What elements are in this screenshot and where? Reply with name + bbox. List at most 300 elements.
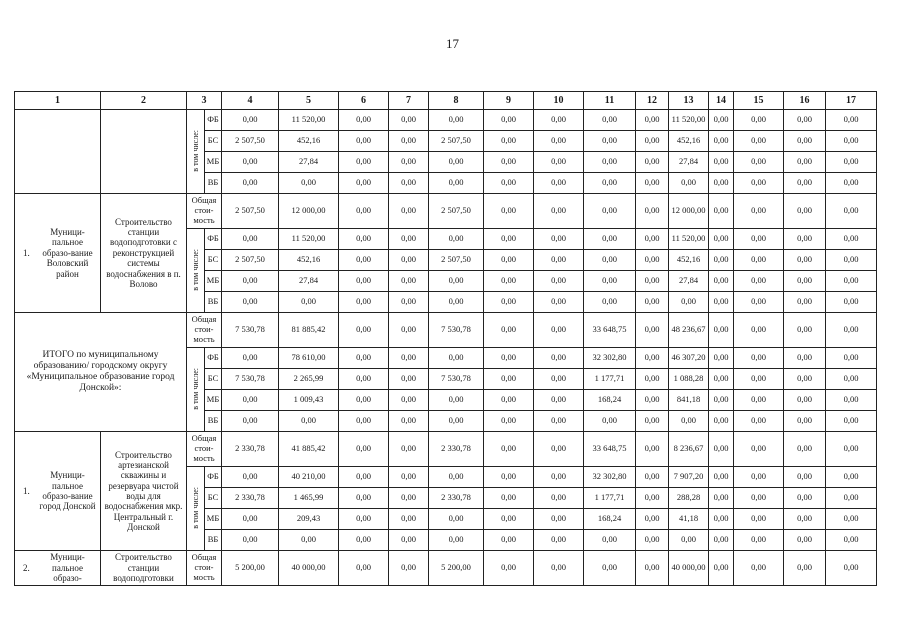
value-cell: 0,00	[429, 348, 484, 369]
value-cell: 0,00	[534, 131, 584, 152]
value-cell: 0,00	[826, 488, 877, 509]
value-cell: 0,00	[826, 411, 877, 432]
section-number: 1.	[23, 247, 30, 258]
value-cell: 0,00	[222, 229, 279, 250]
value-cell: 0,00	[279, 530, 339, 551]
value-cell: 0,00	[734, 390, 784, 411]
value-cell: 0,00	[784, 313, 826, 348]
value-cell: 7 530,78	[222, 313, 279, 348]
value-cell: 0,00	[584, 131, 636, 152]
value-cell: 0,00	[222, 509, 279, 530]
value-cell: 0,00	[826, 292, 877, 313]
value-cell: 46 307,20	[669, 348, 709, 369]
value-cell: 0,00	[784, 194, 826, 229]
value-cell: 0,00	[784, 292, 826, 313]
value-cell: 0,00	[484, 194, 534, 229]
value-cell: 0,00	[636, 229, 669, 250]
value-cell: 0,00	[709, 488, 734, 509]
value-cell: 0,00	[669, 173, 709, 194]
value-cell: 452,16	[669, 250, 709, 271]
value-cell: 0,00	[534, 250, 584, 271]
value-cell: 0,00	[669, 530, 709, 551]
value-cell: 11 520,00	[279, 229, 339, 250]
value-cell: 0,00	[279, 292, 339, 313]
value-cell: 0,00	[279, 411, 339, 432]
value-cell: 0,00	[826, 551, 877, 586]
value-cell: 0,00	[826, 194, 877, 229]
value-cell: 0,00	[339, 173, 389, 194]
value-cell: 168,24	[584, 390, 636, 411]
value-cell: 0,00	[534, 411, 584, 432]
column-header: 3	[187, 92, 222, 110]
value-cell: 0,00	[339, 313, 389, 348]
value-cell: 0,00	[709, 369, 734, 390]
funding-source-label: БС	[205, 250, 222, 271]
value-cell: 452,16	[279, 250, 339, 271]
value-cell: 0,00	[734, 348, 784, 369]
value-cell: 0,00	[389, 131, 429, 152]
value-cell: 7 907,20	[669, 467, 709, 488]
value-cell: 0,00	[429, 271, 484, 292]
value-cell: 33 648,75	[584, 432, 636, 467]
value-cell: 0,00	[784, 530, 826, 551]
value-cell: 0,00	[734, 131, 784, 152]
value-cell: 0,00	[734, 509, 784, 530]
value-cell: 0,00	[584, 530, 636, 551]
funding-source-label: МБ	[205, 509, 222, 530]
municipality-name: Муници-пальное образо-вание Воловский район	[42, 227, 93, 279]
total-cost-label: Общая стои-мость	[187, 313, 222, 348]
value-cell: 2 330,78	[429, 488, 484, 509]
value-cell: 0,00	[709, 250, 734, 271]
value-cell: 0,00	[636, 194, 669, 229]
value-cell: 0,00	[534, 530, 584, 551]
value-cell: 0,00	[389, 488, 429, 509]
value-cell: 0,00	[636, 551, 669, 586]
mo-cell	[15, 194, 101, 313]
value-cell: 27,84	[279, 152, 339, 173]
value-cell: 2 507,50	[429, 131, 484, 152]
value-cell: 7 530,78	[222, 369, 279, 390]
funding-source-label: ФБ	[205, 110, 222, 131]
value-cell: 0,00	[389, 229, 429, 250]
value-cell: 0,00	[636, 467, 669, 488]
value-cell: 2 507,50	[429, 194, 484, 229]
value-cell: 0,00	[339, 530, 389, 551]
value-cell: 11 520,00	[669, 229, 709, 250]
value-cell: 2 330,78	[222, 432, 279, 467]
value-cell: 0,00	[636, 369, 669, 390]
value-cell: 2 330,78	[429, 432, 484, 467]
value-cell: 0,00	[709, 152, 734, 173]
column-header: 17	[826, 92, 877, 110]
column-header: 7	[389, 92, 429, 110]
column-header: 9	[484, 92, 534, 110]
value-cell: 0,00	[534, 173, 584, 194]
value-cell: 0,00	[826, 467, 877, 488]
value-cell: 0,00	[484, 250, 534, 271]
value-cell: 1 177,71	[584, 488, 636, 509]
column-header: 11	[584, 92, 636, 110]
value-cell: 0,00	[389, 173, 429, 194]
value-cell: 0,00	[339, 292, 389, 313]
value-cell: 1 465,99	[279, 488, 339, 509]
value-cell: 452,16	[279, 131, 339, 152]
value-cell: 0,00	[484, 551, 534, 586]
value-cell: 0,00	[389, 152, 429, 173]
value-cell: 0,00	[709, 467, 734, 488]
value-cell: 0,00	[734, 229, 784, 250]
value-cell: 0,00	[534, 488, 584, 509]
value-cell: 0,00	[339, 369, 389, 390]
value-cell: 7 530,78	[429, 313, 484, 348]
value-cell: 0,00	[784, 369, 826, 390]
value-cell: 0,00	[389, 467, 429, 488]
funding-source-label: БС	[205, 488, 222, 509]
total-cost-label: Общая стои-мость	[187, 432, 222, 467]
value-cell: 0,00	[784, 110, 826, 131]
value-cell: 1 177,71	[584, 369, 636, 390]
value-cell: 0,00	[636, 173, 669, 194]
value-cell: 0,00	[709, 530, 734, 551]
value-cell: 0,00	[339, 348, 389, 369]
value-cell: 0,00	[429, 152, 484, 173]
value-cell: 0,00	[826, 229, 877, 250]
value-cell: 0,00	[389, 292, 429, 313]
value-cell: 0,00	[534, 313, 584, 348]
column-header: 10	[534, 92, 584, 110]
vertical-label: в том числе:	[190, 129, 200, 172]
value-cell: 0,00	[734, 271, 784, 292]
value-cell: 0,00	[534, 152, 584, 173]
value-cell: 0,00	[389, 530, 429, 551]
value-cell: 0,00	[826, 271, 877, 292]
funding-source-label: ВБ	[205, 292, 222, 313]
value-cell: 0,00	[484, 509, 534, 530]
value-cell: 0,00	[389, 110, 429, 131]
value-cell: 0,00	[784, 131, 826, 152]
value-cell: 0,00	[636, 110, 669, 131]
value-cell: 0,00	[339, 131, 389, 152]
value-cell: 0,00	[429, 411, 484, 432]
value-cell: 0,00	[389, 432, 429, 467]
table-row	[15, 194, 877, 229]
value-cell: 27,84	[279, 271, 339, 292]
value-cell: 0,00	[826, 250, 877, 271]
value-cell: 0,00	[584, 194, 636, 229]
value-cell: 0,00	[734, 194, 784, 229]
value-cell: 0,00	[636, 530, 669, 551]
value-cell: 0,00	[584, 551, 636, 586]
value-cell: 0,00	[669, 411, 709, 432]
value-cell: 0,00	[784, 348, 826, 369]
total-cost-label: Общая стои-мость	[187, 194, 222, 229]
municipality-name: Муници-пальное образо-вание город Донской	[39, 470, 96, 512]
value-cell: 7 530,78	[429, 369, 484, 390]
value-cell: 0,00	[429, 509, 484, 530]
funding-source-label: ФБ	[205, 229, 222, 250]
value-cell: 0,00	[826, 152, 877, 173]
funding-source-label: ВБ	[205, 411, 222, 432]
value-cell: 0,00	[734, 250, 784, 271]
value-cell: 0,00	[636, 488, 669, 509]
value-cell: 0,00	[339, 110, 389, 131]
value-cell: 0,00	[709, 110, 734, 131]
value-cell: 2 507,50	[222, 194, 279, 229]
value-cell: 0,00	[636, 250, 669, 271]
value-cell: 0,00	[784, 152, 826, 173]
value-cell: 0,00	[484, 369, 534, 390]
value-cell: 0,00	[669, 292, 709, 313]
value-cell: 841,18	[669, 390, 709, 411]
value-cell: 0,00	[222, 110, 279, 131]
page-number: 17	[446, 36, 459, 51]
value-cell: 0,00	[534, 432, 584, 467]
value-cell: 0,00	[709, 131, 734, 152]
project-name: Строительство артезианской скважины и резервуара чистой воды для водоснабжения мкр. Центральный г. Донской	[101, 432, 187, 551]
value-cell: 0,00	[826, 530, 877, 551]
value-cell: 2 507,50	[429, 250, 484, 271]
value-cell: 0,00	[636, 131, 669, 152]
value-cell: 40 000,00	[669, 551, 709, 586]
header-row	[15, 92, 877, 110]
value-cell: 0,00	[784, 467, 826, 488]
value-cell: 0,00	[534, 194, 584, 229]
municipality-name: Муници-пальное образо-	[50, 552, 85, 584]
column-header: 6	[339, 92, 389, 110]
value-cell: 0,00	[636, 271, 669, 292]
funding-source-label: БС	[205, 369, 222, 390]
column-header: 16	[784, 92, 826, 110]
value-cell: 0,00	[709, 390, 734, 411]
value-cell: 0,00	[429, 530, 484, 551]
table-row	[15, 313, 877, 348]
value-cell: 0,00	[734, 110, 784, 131]
value-cell: 0,00	[484, 411, 534, 432]
value-cell: 0,00	[389, 390, 429, 411]
value-cell: 0,00	[429, 110, 484, 131]
value-cell: 0,00	[636, 348, 669, 369]
in-total-label	[187, 110, 205, 194]
value-cell: 48 236,67	[669, 313, 709, 348]
mo-cell	[15, 432, 101, 551]
value-cell: 0,00	[222, 467, 279, 488]
funding-source-label: МБ	[205, 390, 222, 411]
value-cell: 0,00	[222, 173, 279, 194]
value-cell: 0,00	[339, 390, 389, 411]
value-cell: 0,00	[734, 530, 784, 551]
value-cell: 0,00	[339, 411, 389, 432]
value-cell: 0,00	[339, 509, 389, 530]
value-cell: 0,00	[826, 509, 877, 530]
value-cell: 0,00	[584, 250, 636, 271]
value-cell: 0,00	[429, 390, 484, 411]
project-name: Строительство станции водоподготовки с реконструкцией системы водоснабжения в п. Волово	[101, 194, 187, 313]
value-cell: 27,84	[669, 152, 709, 173]
value-cell: 0,00	[784, 488, 826, 509]
value-cell: 0,00	[339, 250, 389, 271]
value-cell: 0,00	[484, 467, 534, 488]
value-cell: 0,00	[709, 173, 734, 194]
value-cell: 2 507,50	[222, 250, 279, 271]
value-cell: 0,00	[826, 110, 877, 131]
value-cell: 168,24	[584, 509, 636, 530]
value-cell: 0,00	[484, 131, 534, 152]
value-cell: 0,00	[484, 271, 534, 292]
value-cell: 32 302,80	[584, 467, 636, 488]
value-cell: 0,00	[534, 229, 584, 250]
value-cell: 5 200,00	[429, 551, 484, 586]
value-cell: 0,00	[709, 432, 734, 467]
value-cell: 0,00	[339, 488, 389, 509]
value-cell: 0,00	[584, 229, 636, 250]
value-cell: 0,00	[534, 292, 584, 313]
column-header: 2	[101, 92, 187, 110]
funding-source-label: МБ	[205, 271, 222, 292]
value-cell: 0,00	[584, 411, 636, 432]
funding-source-label: ФБ	[205, 467, 222, 488]
value-cell: 0,00	[389, 369, 429, 390]
continued-mo-cell	[15, 110, 101, 194]
value-cell: 0,00	[784, 229, 826, 250]
value-cell: 0,00	[826, 432, 877, 467]
value-cell: 0,00	[826, 390, 877, 411]
value-cell: 0,00	[584, 110, 636, 131]
value-cell: 0,00	[484, 530, 534, 551]
value-cell: 1 088,28	[669, 369, 709, 390]
table-row	[15, 432, 877, 467]
value-cell: 12 000,00	[669, 194, 709, 229]
value-cell: 0,00	[826, 173, 877, 194]
value-cell: 0,00	[429, 229, 484, 250]
vertical-label: в том числе:	[190, 486, 200, 529]
value-cell: 0,00	[826, 313, 877, 348]
value-cell: 0,00	[222, 390, 279, 411]
value-cell: 0,00	[534, 271, 584, 292]
itogo-label: ИТОГО по муниципальному образованию/ городскому округу «Муниципальное образование город Донской»:	[15, 313, 187, 432]
value-cell: 0,00	[734, 152, 784, 173]
value-cell: 0,00	[636, 390, 669, 411]
value-cell: 0,00	[339, 551, 389, 586]
value-cell: 0,00	[279, 173, 339, 194]
value-cell: 0,00	[339, 432, 389, 467]
value-cell: 0,00	[709, 194, 734, 229]
value-cell: 0,00	[484, 488, 534, 509]
value-cell: 0,00	[734, 432, 784, 467]
value-cell: 0,00	[734, 313, 784, 348]
value-cell: 0,00	[339, 152, 389, 173]
table-row	[15, 110, 877, 131]
value-cell: 0,00	[389, 250, 429, 271]
value-cell: 209,43	[279, 509, 339, 530]
value-cell: 0,00	[222, 292, 279, 313]
value-cell: 0,00	[636, 432, 669, 467]
value-cell: 0,00	[339, 194, 389, 229]
value-cell: 0,00	[784, 390, 826, 411]
value-cell: 0,00	[734, 551, 784, 586]
column-header: 14	[709, 92, 734, 110]
value-cell: 81 885,42	[279, 313, 339, 348]
value-cell: 0,00	[339, 271, 389, 292]
value-cell: 2 330,78	[222, 488, 279, 509]
value-cell: 0,00	[826, 131, 877, 152]
value-cell: 0,00	[636, 152, 669, 173]
column-header: 15	[734, 92, 784, 110]
total-cost-label: Общая стои-мость	[187, 551, 222, 586]
value-cell: 0,00	[709, 509, 734, 530]
value-cell: 0,00	[484, 110, 534, 131]
table-row	[15, 551, 877, 586]
funding-source-label: ВБ	[205, 173, 222, 194]
value-cell: 0,00	[636, 411, 669, 432]
value-cell: 0,00	[484, 313, 534, 348]
value-cell: 0,00	[709, 271, 734, 292]
value-cell: 0,00	[222, 411, 279, 432]
value-cell: 0,00	[636, 313, 669, 348]
value-cell: 0,00	[784, 250, 826, 271]
column-header: 4	[222, 92, 279, 110]
column-header: 8	[429, 92, 484, 110]
value-cell: 40 000,00	[279, 551, 339, 586]
value-cell: 0,00	[784, 509, 826, 530]
column-header: 5	[279, 92, 339, 110]
value-cell: 0,00	[389, 194, 429, 229]
value-cell: 0,00	[636, 509, 669, 530]
value-cell: 0,00	[429, 467, 484, 488]
value-cell: 0,00	[709, 348, 734, 369]
value-cell: 0,00	[636, 292, 669, 313]
value-cell: 2 507,50	[222, 131, 279, 152]
value-cell: 41,18	[669, 509, 709, 530]
project-name: Строительство станции водоподготовки	[101, 551, 187, 586]
value-cell: 0,00	[389, 348, 429, 369]
value-cell: 0,00	[734, 467, 784, 488]
value-cell: 0,00	[709, 292, 734, 313]
value-cell: 0,00	[429, 173, 484, 194]
value-cell: 0,00	[826, 348, 877, 369]
value-cell: 0,00	[584, 292, 636, 313]
value-cell: 0,00	[784, 432, 826, 467]
value-cell: 0,00	[389, 411, 429, 432]
value-cell: 8 236,67	[669, 432, 709, 467]
value-cell: 2 265,99	[279, 369, 339, 390]
section-number: 1.	[23, 485, 30, 496]
value-cell: 0,00	[784, 411, 826, 432]
value-cell: 0,00	[484, 390, 534, 411]
value-cell: 0,00	[222, 348, 279, 369]
value-cell: 33 648,75	[584, 313, 636, 348]
value-cell: 0,00	[784, 551, 826, 586]
financing-table	[14, 91, 877, 586]
funding-source-label: ФБ	[205, 348, 222, 369]
value-cell: 0,00	[429, 292, 484, 313]
value-cell: 41 885,42	[279, 432, 339, 467]
value-cell: 40 210,00	[279, 467, 339, 488]
vertical-label: в том числе:	[190, 248, 200, 291]
section-number: 2.	[23, 562, 30, 573]
value-cell: 452,16	[669, 131, 709, 152]
value-cell: 0,00	[484, 292, 534, 313]
value-cell: 12 000,00	[279, 194, 339, 229]
in-total-label	[187, 467, 205, 551]
value-cell: 0,00	[484, 152, 534, 173]
value-cell: 0,00	[534, 110, 584, 131]
value-cell: 0,00	[734, 173, 784, 194]
value-cell: 11 520,00	[279, 110, 339, 131]
value-cell: 0,00	[389, 509, 429, 530]
value-cell: 0,00	[484, 432, 534, 467]
value-cell: 0,00	[584, 271, 636, 292]
